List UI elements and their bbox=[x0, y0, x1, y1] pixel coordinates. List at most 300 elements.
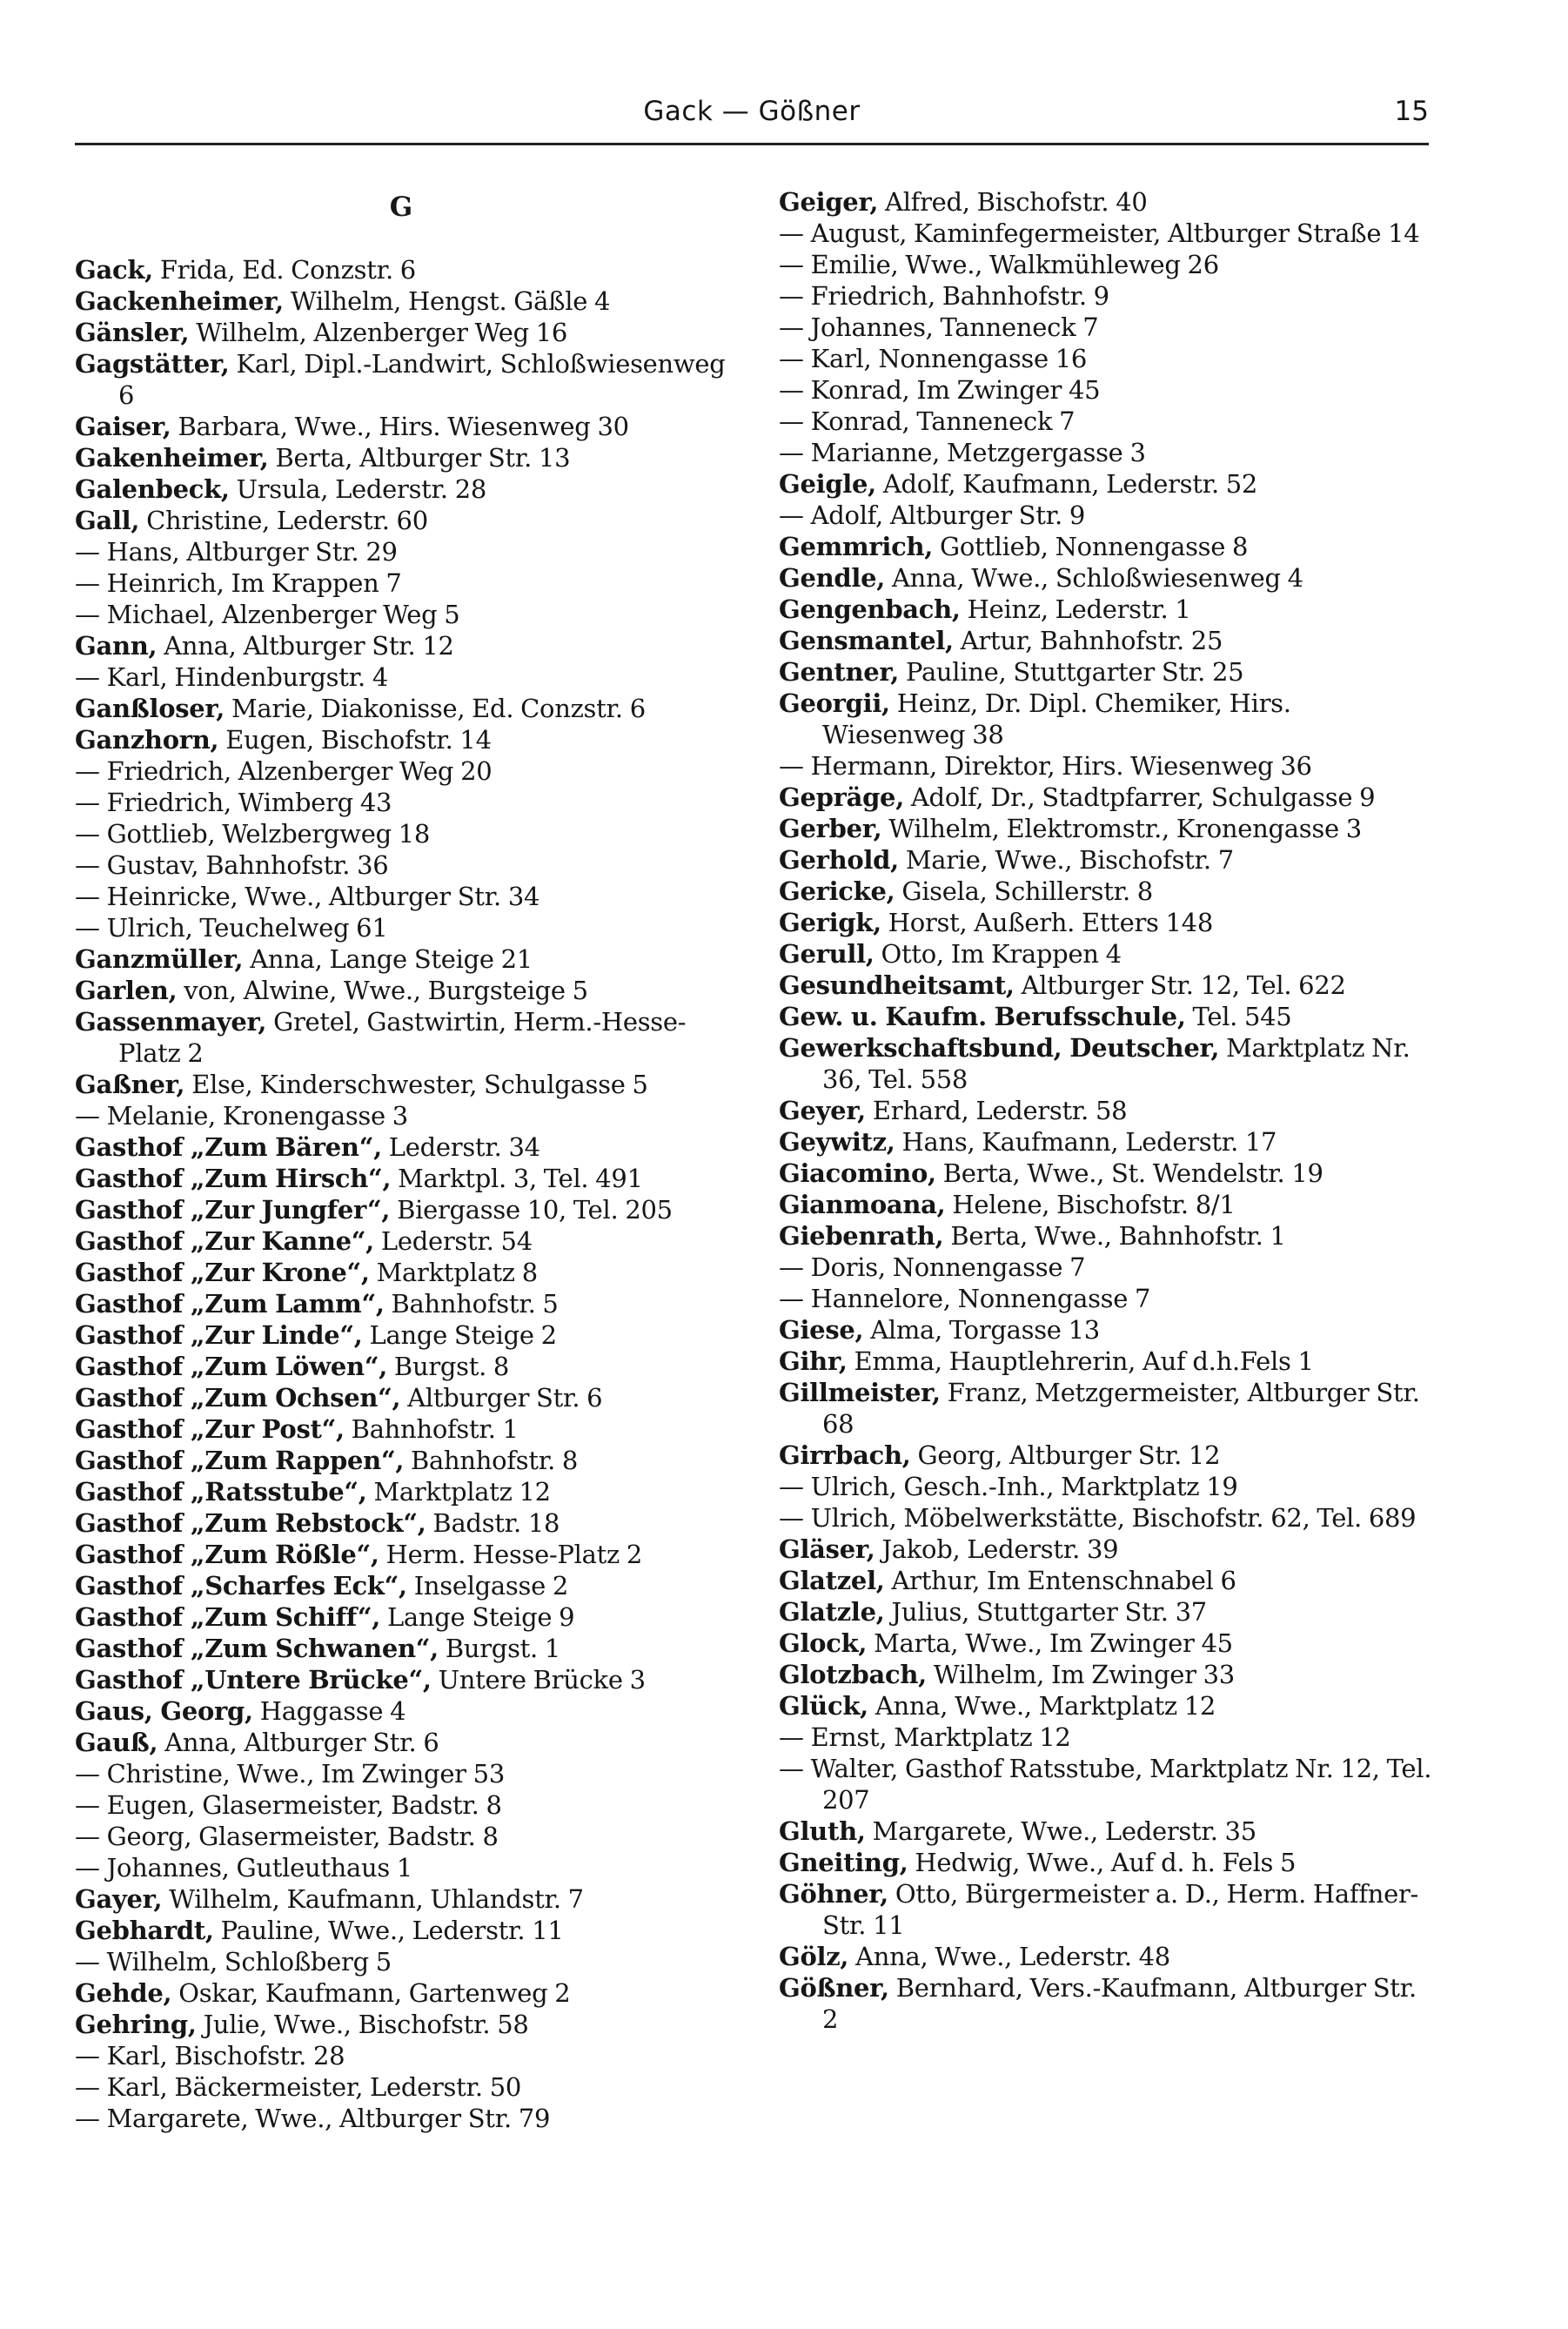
entry-detail: Biergasse 10, Tel. 205 bbox=[390, 1195, 673, 1225]
entry-detail: Anna, Lange Steige 21 bbox=[243, 944, 533, 974]
directory-entry bbox=[75, 2040, 727, 2071]
entry-detail: Lederstr. 34 bbox=[381, 1132, 540, 1162]
entry-name: — bbox=[779, 375, 804, 405]
entry-detail: Bernhard, Vers.-Kaufmann, Altburger Str. 2 bbox=[822, 1973, 1417, 2034]
entry-name: Gasthof „Zum Schwanen“, bbox=[75, 1634, 439, 1663]
directory-entry bbox=[779, 594, 1433, 625]
entry-detail: Frida, Ed. Conzstr. 6 bbox=[152, 255, 416, 285]
directory-entry bbox=[779, 656, 1433, 688]
entry-name: Giese, bbox=[779, 1315, 864, 1345]
entry-detail: Karl, Bäckermeister, Lederstr. 50 bbox=[99, 2072, 521, 2102]
directory-entry bbox=[75, 693, 727, 724]
entry-name: Gall, bbox=[75, 506, 140, 535]
directory-entry bbox=[75, 1633, 727, 1664]
directory-entry bbox=[779, 844, 1433, 876]
directory-entry bbox=[75, 2071, 727, 2103]
entry-name: Geigle, bbox=[779, 469, 876, 499]
entry-name: Gasthof „Zum Ochsen“, bbox=[75, 1383, 401, 1413]
entry-name: Glock, bbox=[779, 1628, 868, 1658]
directory-entry bbox=[75, 881, 727, 912]
directory-entry bbox=[779, 750, 1433, 782]
directory-entry bbox=[75, 1977, 727, 2009]
entry-detail: Tel. 545 bbox=[1185, 1002, 1292, 1031]
entry-name: Gasthof „Zur Linde“, bbox=[75, 1320, 363, 1350]
entry-detail: von, Alwine, Wwe., Burgsteige 5 bbox=[177, 976, 588, 1005]
directory-entry bbox=[779, 1878, 1433, 1941]
entry-detail: Christine, Wwe., Im Zwinger 53 bbox=[99, 1759, 505, 1789]
entry-detail: Margarete, Wwe., Altburger Str. 79 bbox=[99, 2104, 551, 2133]
entry-name: Göhner, bbox=[779, 1879, 888, 1909]
entry-detail: Erhard, Lederstr. 58 bbox=[865, 1096, 1128, 1125]
entry-name: Gesundheitsamt, bbox=[779, 970, 1015, 1000]
entry-detail: Gottlieb, Welzbergweg 18 bbox=[99, 819, 431, 849]
directory-entry bbox=[779, 437, 1433, 468]
entry-name: Gackenheimer, bbox=[75, 286, 284, 316]
entry-name: — bbox=[75, 913, 100, 943]
entry-name: — bbox=[75, 2072, 100, 2102]
entry-name: — bbox=[75, 819, 100, 849]
entry-name: Gehde, bbox=[75, 1978, 172, 2008]
entry-detail: Heinz, Lederstr. 1 bbox=[960, 594, 1191, 624]
directory-entry bbox=[779, 1816, 1433, 1847]
entry-name: Glatzle, bbox=[779, 1597, 885, 1627]
directory-entry bbox=[779, 1690, 1433, 1722]
directory-entry bbox=[779, 468, 1433, 500]
entry-detail: Altburger Str. 12, Tel. 622 bbox=[1014, 970, 1346, 1000]
entry-detail: Horst, Außerh. Etters 148 bbox=[881, 908, 1213, 937]
entry-detail: Wilhelm, Im Zwinger 33 bbox=[926, 1660, 1235, 1689]
entry-detail: Oskar, Kaufmann, Gartenweg 2 bbox=[171, 1978, 571, 2008]
directory-entry bbox=[75, 1445, 727, 1476]
entry-name: Garlen, bbox=[75, 976, 178, 1005]
directory-entry bbox=[75, 1852, 727, 1883]
directory-entry bbox=[75, 599, 727, 630]
directory-entry bbox=[75, 1695, 727, 1727]
entry-name: — bbox=[75, 568, 100, 598]
entry-name: Gasthof „Zum Löwen“, bbox=[75, 1352, 388, 1381]
directory-entry bbox=[75, 1225, 727, 1257]
directory-entry bbox=[75, 348, 727, 411]
entry-detail: Ulrich, Gesch.-Inh., Marktplatz 19 bbox=[803, 1472, 1238, 1501]
entry-detail: Adolf, Kaufmann, Lederstr. 52 bbox=[875, 469, 1258, 499]
directory-entry bbox=[779, 1377, 1433, 1440]
entry-name: — bbox=[779, 344, 804, 373]
entry-name: — bbox=[75, 2104, 100, 2133]
directory-entry bbox=[779, 1596, 1433, 1628]
directory-entry bbox=[779, 1189, 1433, 1220]
entry-name: Gagstätter, bbox=[75, 349, 230, 379]
entry-detail: Johannes, Gutleuthaus 1 bbox=[99, 1853, 413, 1883]
directory-entry bbox=[779, 1220, 1433, 1252]
entry-name: Gack, bbox=[75, 255, 153, 285]
directory-entry bbox=[75, 943, 727, 975]
directory-entry bbox=[779, 1941, 1433, 1972]
entry-detail: Georg, Glasermeister, Badstr. 8 bbox=[99, 1822, 499, 1851]
running-head: Gack — Gößner bbox=[643, 96, 861, 127]
entry-detail: Berta, Wwe., St. Wendelstr. 19 bbox=[935, 1158, 1323, 1188]
entry-name: Glatzel, bbox=[779, 1566, 885, 1595]
entry-name: — bbox=[75, 882, 100, 911]
entry-name: Gengenbach, bbox=[779, 594, 961, 624]
entry-detail: Konrad, Tanneneck 7 bbox=[803, 406, 1075, 436]
entry-detail: Lange Steige 9 bbox=[380, 1602, 575, 1632]
directory-entry bbox=[779, 1471, 1433, 1502]
directory-entry bbox=[75, 630, 727, 661]
entry-name: — bbox=[75, 600, 100, 629]
entry-detail: Otto, Im Krappen 4 bbox=[874, 939, 1122, 969]
directory-entry bbox=[779, 531, 1433, 562]
directory-entry bbox=[779, 1534, 1433, 1565]
entry-name: Giebenrath, bbox=[779, 1221, 944, 1251]
directory-entry bbox=[75, 254, 727, 285]
entry-name: Gerigk, bbox=[779, 908, 881, 937]
entry-detail: Eugen, Glasermeister, Badstr. 8 bbox=[99, 1790, 502, 1820]
entry-name: Geyer, bbox=[779, 1096, 866, 1125]
entry-detail: Altburger Str. 6 bbox=[400, 1383, 603, 1413]
entry-name: — bbox=[779, 1503, 804, 1533]
directory-entry bbox=[75, 1100, 727, 1131]
entry-name: Gaßner, bbox=[75, 1070, 185, 1099]
entry-detail: Margarete, Wwe., Lederstr. 35 bbox=[865, 1816, 1256, 1846]
entry-detail: Wilhelm, Kaufmann, Uhlandstr. 7 bbox=[162, 1884, 584, 1914]
entry-name: Gasthof „Zur Kanne“, bbox=[75, 1226, 374, 1256]
entry-name: Gaus, Georg, bbox=[75, 1696, 253, 1726]
entry-name: Gasthof „Zum Rappen“, bbox=[75, 1446, 405, 1475]
entry-detail: Ulrich, Möbelwerkstätte, Bischofstr. 62, Tel. 689 bbox=[803, 1503, 1417, 1533]
entry-name: — bbox=[75, 1822, 100, 1851]
entry-detail: Adolf, Dr., Stadtpfarrer, Schulgasse 9 bbox=[904, 782, 1376, 812]
entry-detail: Artur, Bahnhofstr. 25 bbox=[953, 626, 1223, 655]
entry-name: Gendle, bbox=[779, 563, 886, 593]
directory-entry bbox=[75, 1476, 727, 1507]
directory-entry bbox=[779, 406, 1433, 437]
entry-detail: Ernst, Marktplatz 12 bbox=[803, 1722, 1071, 1752]
entry-name: Gillmeister, bbox=[779, 1378, 941, 1407]
entry-name: Gasthof „Zum Hirsch“, bbox=[75, 1164, 392, 1193]
entry-name: Geywitz, bbox=[779, 1127, 895, 1157]
entry-name: — bbox=[75, 788, 100, 817]
directory-entry bbox=[779, 312, 1433, 343]
directory-entry bbox=[75, 1946, 727, 1977]
entry-detail: Gretel, Gastwirtin, Herm.-Hesse-Platz 2 bbox=[118, 1007, 687, 1068]
entry-name: Gakenheimer, bbox=[75, 443, 269, 473]
directory-entry bbox=[75, 912, 727, 943]
directory-entry bbox=[779, 218, 1433, 249]
entry-detail: Adolf, Altburger Str. 9 bbox=[803, 500, 1085, 530]
entry-detail: Helene, Bischofstr. 8/1 bbox=[945, 1190, 1236, 1219]
entry-detail: Friedrich, Alzenberger Weg 20 bbox=[99, 756, 493, 786]
directory-entry bbox=[75, 818, 727, 849]
entry-detail: Untere Brücke 3 bbox=[431, 1665, 646, 1695]
directory-entry bbox=[779, 1346, 1433, 1377]
entry-name: Gasthof „Zum Lamm“, bbox=[75, 1289, 385, 1319]
entry-detail: Bahnhofstr. 1 bbox=[344, 1414, 519, 1444]
entry-name: — bbox=[75, 662, 100, 692]
entry-detail: Alma, Torgasse 13 bbox=[863, 1315, 1100, 1345]
entry-name: Gehring, bbox=[75, 2010, 197, 2039]
entry-detail: Wilhelm, Elektromstr., Kronengasse 3 bbox=[881, 814, 1362, 843]
directory-entry bbox=[779, 186, 1433, 218]
entry-name: Gebhardt, bbox=[75, 1916, 214, 1945]
entry-detail: Melanie, Kronengasse 3 bbox=[99, 1101, 408, 1131]
directory-entry bbox=[779, 1972, 1433, 2035]
directory-entry bbox=[75, 1382, 727, 1413]
entry-name: Gerull, bbox=[779, 939, 874, 969]
entry-name: Gasthof „Zum Rößle“, bbox=[75, 1540, 379, 1569]
entry-detail: Marie, Diakonisse, Ed. Conzstr. 6 bbox=[224, 694, 646, 723]
directory-entry bbox=[779, 1502, 1433, 1534]
entry-detail: Johannes, Tanneneck 7 bbox=[803, 312, 1099, 342]
directory-entry bbox=[75, 2103, 727, 2134]
entry-detail: Hermann, Direktor, Hirs. Wiesenweg 36 bbox=[803, 751, 1312, 781]
directory-entry bbox=[75, 505, 727, 536]
directory-entry bbox=[75, 1069, 727, 1100]
directory-entry bbox=[779, 280, 1433, 312]
entry-name: — bbox=[779, 218, 804, 248]
section-letter: G bbox=[389, 191, 413, 223]
entry-detail: Christine, Lederstr. 60 bbox=[139, 506, 428, 535]
entry-name: Gensmantel, bbox=[779, 626, 954, 655]
directory-entry bbox=[75, 1915, 727, 1946]
entry-detail: Marianne, Metzgergasse 3 bbox=[803, 438, 1146, 467]
directory-entry bbox=[75, 536, 727, 567]
entry-name: Galenbeck, bbox=[75, 474, 230, 504]
entry-name: — bbox=[75, 1790, 100, 1820]
entry-name: Gasthof „Zum Rebstock“, bbox=[75, 1508, 426, 1538]
directory-entry bbox=[75, 1131, 727, 1163]
entry-name: Ganßloser, bbox=[75, 694, 225, 723]
entry-detail: Burgst. 8 bbox=[387, 1352, 510, 1381]
entry-detail: Wilhelm, Schloßberg 5 bbox=[99, 1947, 392, 1977]
entry-name: — bbox=[75, 850, 100, 880]
directory-entry bbox=[779, 782, 1433, 813]
directory-entry bbox=[75, 1727, 727, 1758]
entry-detail: Hannelore, Nonnengasse 7 bbox=[803, 1284, 1151, 1313]
entry-detail: Wilhelm, Hengst. Gäßle 4 bbox=[283, 286, 611, 316]
directory-entry bbox=[75, 1194, 727, 1225]
entry-detail: Marta, Wwe., Im Zwinger 45 bbox=[867, 1628, 1233, 1658]
entry-name: Gasthof „Zum Bären“, bbox=[75, 1132, 382, 1162]
entry-name: Gewerkschaftsbund, Deutscher, bbox=[779, 1033, 1220, 1063]
directory-entry bbox=[75, 2009, 727, 2040]
directory-entry bbox=[779, 1565, 1433, 1596]
entry-name: Ganzhorn, bbox=[75, 725, 219, 755]
entry-name: Gasthof „Zur Post“, bbox=[75, 1414, 345, 1444]
entry-name: — bbox=[779, 438, 804, 467]
entry-name: — bbox=[779, 751, 804, 781]
directory-entry bbox=[75, 787, 727, 818]
entry-detail: Marie, Wwe., Bischofstr. 7 bbox=[898, 845, 1234, 875]
right-entries-list bbox=[779, 186, 1433, 2035]
entry-name: — bbox=[779, 1754, 804, 1783]
directory-entry bbox=[75, 1821, 727, 1852]
directory-entry bbox=[779, 500, 1433, 531]
entry-detail: Marktpl. 3, Tel. 491 bbox=[391, 1164, 643, 1193]
entry-name: — bbox=[75, 2041, 100, 2071]
entry-name: Gerber, bbox=[779, 814, 882, 843]
entry-detail: Else, Kinderschwester, Schulgasse 5 bbox=[184, 1070, 648, 1099]
directory-entry bbox=[779, 1659, 1433, 1690]
page-number: 15 bbox=[1394, 96, 1429, 127]
left-column bbox=[75, 186, 727, 2134]
entry-detail: Karl, Bischofstr. 28 bbox=[99, 2041, 345, 2071]
entry-name: Glotzbach, bbox=[779, 1660, 927, 1689]
directory-entry bbox=[779, 625, 1433, 656]
entry-name: — bbox=[779, 1252, 804, 1282]
entry-name: Gasthof „Untere Brücke“, bbox=[75, 1665, 432, 1695]
page-header bbox=[75, 91, 1429, 145]
directory-entry bbox=[75, 1288, 727, 1319]
entry-detail: Haggasse 4 bbox=[252, 1696, 406, 1726]
entry-name: Gemmrich, bbox=[779, 532, 934, 561]
entry-name: — bbox=[779, 406, 804, 436]
directory-entry bbox=[75, 1319, 727, 1351]
directory-entry bbox=[779, 562, 1433, 594]
entry-detail: Julie, Wwe., Bischofstr. 58 bbox=[196, 2010, 529, 2039]
entry-name: — bbox=[779, 1472, 804, 1501]
entry-detail: Otto, Bürgermeister a. D., Herm. Haffner-Str. 11 bbox=[822, 1879, 1419, 1940]
entry-name: Gasthof „Zur Jungfer“, bbox=[75, 1195, 391, 1225]
directory-entry bbox=[779, 1314, 1433, 1346]
directory-entry bbox=[779, 876, 1433, 907]
entry-detail: Anna, Altburger Str. 6 bbox=[157, 1728, 439, 1757]
entry-name: — bbox=[779, 500, 804, 530]
directory-entry bbox=[779, 1283, 1433, 1314]
entry-detail: Franz, Metzgermeister, Altburger Str. 68 bbox=[822, 1378, 1420, 1439]
entry-name: — bbox=[779, 281, 804, 311]
entry-name: — bbox=[75, 1101, 100, 1131]
directory-entry bbox=[779, 1032, 1433, 1095]
directory-entry bbox=[779, 688, 1433, 750]
entry-detail: Anna, Wwe., Lederstr. 48 bbox=[848, 1942, 1170, 1971]
entry-detail: Julius, Stuttgarter Str. 37 bbox=[884, 1597, 1207, 1627]
entry-detail: Georg, Altburger Str. 12 bbox=[910, 1440, 1221, 1470]
directory-entry bbox=[779, 1126, 1433, 1158]
directory-entry bbox=[779, 1628, 1433, 1659]
directory-entry bbox=[779, 1001, 1433, 1032]
entry-name: Giacomino, bbox=[779, 1158, 936, 1188]
entry-detail: Heinz, Dr. Dipl. Chemiker, Hirs. Wiesenweg 38 bbox=[822, 688, 1291, 749]
directory-entry bbox=[779, 907, 1433, 938]
directory-entry bbox=[779, 1847, 1433, 1878]
entry-name: Gluth, bbox=[779, 1816, 866, 1846]
directory-entry bbox=[779, 1440, 1433, 1471]
entry-detail: Michael, Alzenberger Weg 5 bbox=[99, 600, 460, 629]
entry-name: Gasthof „Scharfes Eck“, bbox=[75, 1571, 407, 1601]
directory-entry bbox=[75, 473, 727, 505]
entry-name: Georgii, bbox=[779, 688, 890, 718]
directory-entry bbox=[75, 1351, 727, 1382]
entry-detail: Hans, Altburger Str. 29 bbox=[99, 537, 398, 567]
directory-entry bbox=[75, 317, 727, 348]
entry-detail: Anna, Wwe., Schloßwiesenweg 4 bbox=[885, 563, 1303, 593]
entry-name: Gianmoana, bbox=[779, 1190, 946, 1219]
entry-detail: Karl, Dipl.-Landwirt, Schloßwiesenweg 6 bbox=[118, 349, 726, 410]
entry-detail: Barbara, Wwe., Hirs. Wiesenweg 30 bbox=[171, 412, 629, 441]
entry-name: Gepräge, bbox=[779, 782, 904, 812]
directory-entry bbox=[75, 442, 727, 473]
entry-name: Gläser, bbox=[779, 1534, 875, 1564]
directory-entry bbox=[75, 755, 727, 787]
entry-name: Gauß, bbox=[75, 1728, 158, 1757]
entry-name: Geiger, bbox=[779, 187, 879, 217]
entry-detail: Friedrich, Bahnhofstr. 9 bbox=[803, 281, 1109, 311]
directory-entry bbox=[779, 1722, 1433, 1753]
directory-entry bbox=[75, 1758, 727, 1789]
entry-detail: Anna, Wwe., Marktplatz 12 bbox=[868, 1691, 1216, 1721]
entry-name: Gößner, bbox=[779, 1973, 889, 2003]
entry-name: Gaiser, bbox=[75, 412, 171, 441]
entry-name: — bbox=[779, 1284, 804, 1313]
entry-name: — bbox=[75, 537, 100, 567]
directory-entry bbox=[75, 1570, 727, 1601]
entry-name: Gasthof „Zum Schiff“, bbox=[75, 1602, 381, 1632]
entry-name: Gericke, bbox=[779, 876, 895, 906]
entry-name: Gänsler, bbox=[75, 318, 190, 347]
directory-entry bbox=[779, 1753, 1433, 1816]
directory-entry bbox=[75, 285, 727, 317]
entry-detail: Karl, Hindenburgstr. 4 bbox=[99, 662, 388, 692]
directory-entry bbox=[75, 567, 727, 599]
entry-name: Ganzmüller, bbox=[75, 944, 244, 974]
entry-detail: Arthur, Im Entenschnabel 6 bbox=[884, 1566, 1236, 1595]
entry-name: Gassenmayer, bbox=[75, 1007, 267, 1037]
left-entries-list bbox=[75, 254, 727, 2134]
directory-entry bbox=[75, 1163, 727, 1194]
entry-detail: Lederstr. 54 bbox=[373, 1226, 533, 1256]
directory-entry bbox=[75, 1601, 727, 1633]
entry-detail: Ursula, Lederstr. 28 bbox=[229, 474, 487, 504]
directory-entry bbox=[75, 975, 727, 1006]
entry-name: Gayer, bbox=[75, 1884, 163, 1914]
directory-entry bbox=[75, 724, 727, 755]
entry-detail: Bahnhofstr. 5 bbox=[384, 1289, 559, 1319]
entry-detail: Badstr. 18 bbox=[426, 1508, 560, 1538]
directory-entry bbox=[779, 1095, 1433, 1126]
directory-entry bbox=[75, 1257, 727, 1288]
entry-detail: August, Kaminfegermeister, Altburger Straße 14 bbox=[803, 218, 1420, 248]
entry-name: Glück, bbox=[779, 1691, 868, 1721]
entry-detail: Friedrich, Wimberg 43 bbox=[99, 788, 392, 817]
entry-detail: Gisela, Schillerstr. 8 bbox=[895, 876, 1153, 906]
entry-name: Gneiting, bbox=[779, 1848, 908, 1877]
directory-entry bbox=[75, 411, 727, 442]
directory-entry bbox=[779, 1158, 1433, 1189]
directory-entry bbox=[75, 1507, 727, 1539]
entry-detail: Anna, Altburger Str. 12 bbox=[157, 631, 454, 661]
entry-detail: Burgst. 1 bbox=[438, 1634, 560, 1663]
directory-entry bbox=[75, 661, 727, 693]
entry-name: — bbox=[75, 1853, 100, 1883]
entry-detail: Emma, Hauptlehrerin, Auf d.h.Fels 1 bbox=[847, 1346, 1314, 1376]
entry-name: Gew. u. Kaufm. Berufsschule, bbox=[779, 1002, 1186, 1031]
directory-entry bbox=[75, 1664, 727, 1695]
entry-detail: Berta, Wwe., Bahnhofstr. 1 bbox=[943, 1221, 1286, 1251]
entry-detail: Eugen, Bischofstr. 14 bbox=[218, 725, 492, 755]
entry-detail: Inselgasse 2 bbox=[406, 1571, 569, 1601]
entry-detail: Marktplatz Nr. 36, Tel. 558 bbox=[822, 1033, 1411, 1094]
directory-entry bbox=[75, 1539, 727, 1570]
entry-detail: Doris, Nonnengasse 7 bbox=[803, 1252, 1086, 1282]
entry-detail: Hedwig, Wwe., Auf d. h. Fels 5 bbox=[908, 1848, 1297, 1877]
entry-name: — bbox=[779, 1722, 804, 1752]
entry-name: Gihr, bbox=[779, 1346, 848, 1376]
entry-detail: Pauline, Stuttgarter Str. 25 bbox=[899, 657, 1244, 687]
entry-name: Gasthof „Zur Krone“, bbox=[75, 1258, 370, 1287]
entry-detail: Konrad, Im Zwinger 45 bbox=[803, 375, 1101, 405]
entry-detail: Emilie, Wwe., Walkmühleweg 26 bbox=[803, 250, 1219, 279]
entry-detail: Marktplatz 12 bbox=[366, 1477, 551, 1507]
